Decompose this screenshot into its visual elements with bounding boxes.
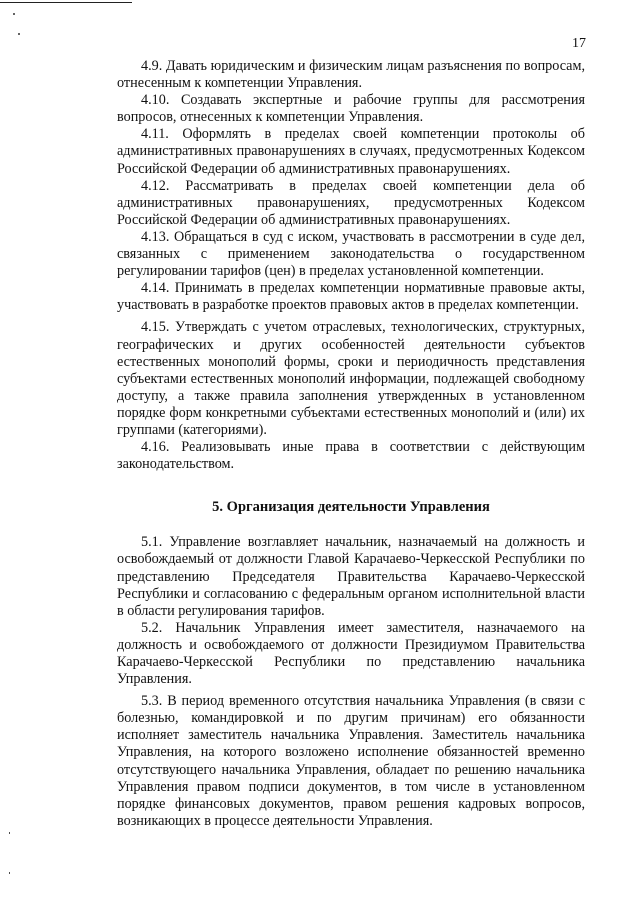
page-number: 17 bbox=[572, 36, 586, 51]
scan-speck bbox=[18, 33, 20, 35]
paragraph-4-11: 4.11. Оформлять в пределах своей компетенции протоколы об административных правонарушениях в случаях, предусмотренных Кодексом Российской Федерации об административных правонарушениях. bbox=[117, 126, 585, 177]
paragraph-5-3: 5.3. В период временного отсутствия начальника Управления (в связи с болезнью, командировкой и по другим причинам) его обязанности исполняет заместитель начальника Управления. Заместитель начальника Управления, на которого возложено исполнение обязанностей временно отсутствующего начальника Управления, обладает по решению начальника Управления правом подписи документов, в том числе в установленном порядке финансовых документов, правом решения кадровых вопросов, возникающих в процессе деятельности Управления. bbox=[117, 693, 585, 829]
paragraph-5-2: 5.2. Начальник Управления имеет заместителя, назначаемого на должность и освобождаемого от должности Президиумом Правительства Карачаево-Черкесской Республики по представлению начальника Управления. bbox=[117, 619, 585, 688]
paragraph-4-16: 4.16. Реализовывать иные права в соответствии с действующим законодательством. bbox=[117, 439, 585, 473]
scan-speck bbox=[9, 832, 10, 834]
scan-speck bbox=[9, 872, 10, 874]
paragraph-4-9: 4.9. Давать юридическим и физическим лицам разъяснения по вопросам, отнесенным к компетенции Управления. bbox=[117, 58, 585, 92]
section-heading: 5. Организация деятельности Управления bbox=[212, 499, 490, 516]
top-scan-rule bbox=[0, 2, 132, 3]
paragraph-4-13: 4.13. Обращаться в суд с иском, участвовать в рассмотрении в суде дел, связанных с применением законодательства о государственном регулировании тарифов (цен) в пределах установленной компетенции. bbox=[117, 228, 585, 280]
scan-speck bbox=[13, 13, 15, 15]
document-body bbox=[117, 58, 585, 830]
paragraph-4-10: 4.10. Создавать экспертные и рабочие группы для рассмотрения вопросов, отнесенных к компетенции Управления. bbox=[117, 92, 585, 126]
paragraph-4-12: 4.12. Рассматривать в пределах своей компетенции дела об административных правонарушениях, предусмотренных Кодексом Российской Федерации об административных правонарушениях. bbox=[117, 177, 585, 228]
paragraph-4-14: 4.14. Принимать в пределах компетенции нормативные правовые акты, участвовать в разработке проектов правовых актов в пределах компетенции. bbox=[117, 280, 585, 314]
paragraph-4-15: 4.15. Утверждать с учетом отраслевых, технологических, структурных, географических и других особенностей деятельности субъектов естественных монополий формы, сроки и периодичность представления субъектами естественных монополий информации, подлежащей свободному доступу, а также правила заполнения утвержденных в установленном порядке форм конкретными субъектами естественных монополий и (или) их группами (категориями). bbox=[117, 319, 585, 438]
paragraph-5-1: 5.1. Управление возглавляет начальник, назначаемый на должность и освобождаемый от должности Главой Карачаево-Черкесской Республики по представлению Председателя Правительства Карачаево-Черкесской Республики и согласованию с федеральным органом исполнительной власти в области регулирования тарифов. bbox=[117, 534, 585, 619]
